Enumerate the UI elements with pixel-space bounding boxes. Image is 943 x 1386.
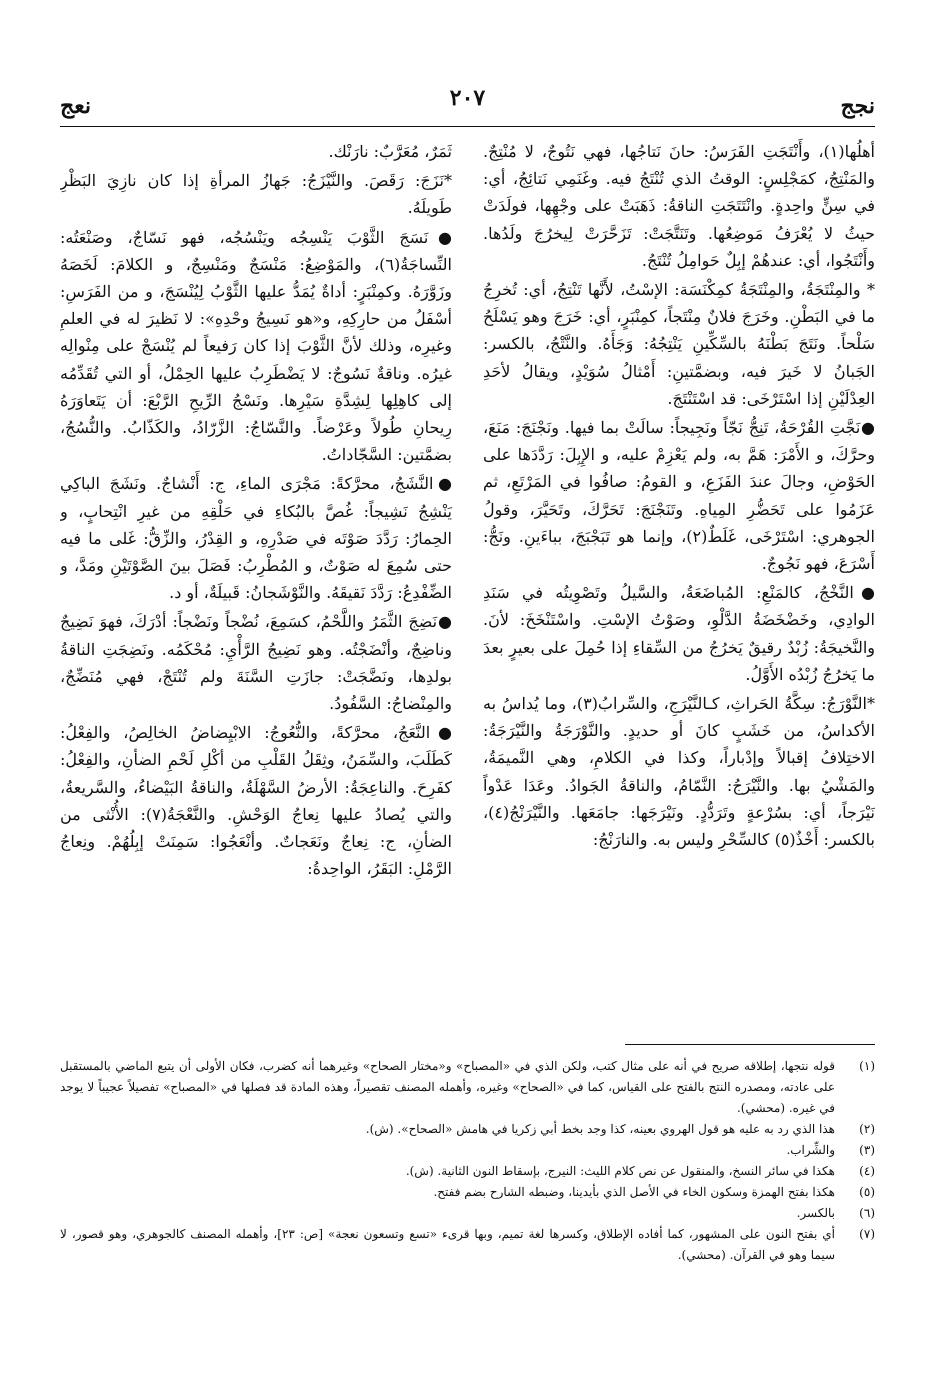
- entry-paragraph: ●النَّعَجُ، محرَّكةً، والنُّعُوجُ: الابْيِضاضُ الخالِصُ، والفِعْلُ: كَطَلَبَ، والسِّمَنُ، وثِقَلُ القَلْبِ من أكْلِ لَحْمِ الضأنِ، والفِعْلُ: كفَرِحَ. والناعِجَةُ: الأرضُ السَّهْلَةُ، والناقةُ البَيْضاءُ، والسَّريعةُ، والتي يُصادُ عليها نِعاجُ الوَحْشِ. والنَّعْجَةُ(٧): الأُنْثى من الضأنِ، ج: نِعاجٌ ونَعَجاتٌ. وأنْعَجُوا: سَمِنَتْ إبِلُهُمْ. ونِعاجُ الرَّمْلِ: البَقَرُ، الواحِدةُ:: [60, 723, 452, 879]
- entry-paragraph: ●نَسَجَ الثَّوْبَ يَنْسِجُه ويَنْسُجُه، فهو نَسّاجٌ، وصَنْعَتُه: النِّساجَةُ(٦)، والمَوْضِعُ: مَنْسَجٌ ومَنْسِجٌ، و الكلامَ: لَخَصَهُ وزَوَّرَهُ. وكمِنْبَرٍ: أداةٌ يُمَدُّ عليها الثَّوْبُ لِيُنْسَجَ، و من الفَرَسِ: أسْفَلُ من حارِكِهِ، و«هو نَسِيجُ وحْدِهِ»: لا نَظيرَ له في العلمِ وغيرِه، وذلك لأنَّ الثَّوْبَ إذا كان رَفيعاً لم يُنْسَجْ على مِنْوالِه غيرُه. وناقةٌ نَسُوجٌ: لا يَضْطَرِبُ عليها الحِمْلُ، أو التي تُقَدِّمُه إلى كاهِلِها لِشِدَّةِ سَيْرِها. ونَسْجُ الرِّيحِ الرَّبْعَ: أن يَتَعاوَرَهُ رِيحانِ طُولاً وعَرْضاً. والنَّسّاجُ: الزَّرّادُ، والكَذّابُ. والنُّسُجُ، بضمَّتين: السَّجّاداتُ.: [60, 227, 452, 465]
- footnote: [60, 1203, 875, 1224]
- entry-paragraph: ثَمَرٌ، مُعَرَّبٌ: نارَنْك.: [328, 142, 452, 161]
- footnote-number: (٦): [859, 1206, 875, 1220]
- entry-paragraph: ●نَجَّتِ القُرْحَةُ، تَنِجُّ نَجّاً ونَجِيجاً: سالَتْ بما فيها. ونَجْنَجَ: مَنَعَ، وحرَّكَ، و الأَمْرَ: هَمَّ به، ولم يَعْزِمْ عليه، و الإِبِلَ: رَدَّدَها على الحَوْضِ، وجالَ عندَ الفَزَعِ، و القومُ: صافُوا في المَرْتَعِ، ثم عَزَمُوا على تَحَضُّرِ المِياهِ. وتَنَجْنَجَ: تَحَرَّكَ، وتَحَيَّرَ، وقولُ الجوهري: اسْتَرْخَى، غَلَطٌ(٢)، وإنما هو تَبَجْبَجَ، بباءَينِ. ونَجُّ: أَسْرَعَ، فهو نَجُوجٌ.: [483, 418, 875, 574]
- footnote: [60, 1224, 875, 1266]
- entry-paragraph: ●النَّشَجُ، محرَّكةً: مَجْرَى الماءِ، ج: أَنْشاجٌ. ونَشَجَ الباكِي يَنْشِجُ نَشِيجاً: غُصَّ بالبُكاءِ في حَلْقِهِ من غيرِ انْتِحابٍ، و الحِمارُ: رَدَّدَ صَوْتَه في صَدْرِهِ، و القِدْرُ، والزِّقُّ: غَلى ما فيه حتى سُمِعَ له صَوْتٌ، و المُطْرِبُ: فَصَلَ بينَ الصَّوْتَيْنِ ومَدَّ، و الضِّفْدِعُ: رَدَّدَ نَقيقَهُ. والنَّوْشَجانُ: قَبيلَةٌ، أو د.: [60, 474, 452, 603]
- footnote-number: (٧): [859, 1227, 875, 1241]
- footnote-number: (٢): [859, 1122, 875, 1136]
- header-rule: [60, 126, 875, 127]
- footnote-number: (٥): [859, 1185, 875, 1199]
- footnote-rule: [625, 1044, 875, 1045]
- entry-paragraph: ●نَضِجَ الثَّمَرُ واللَّحْمُ، كسَمِعَ، نُضْجاً ونَضْجاً: أدْرَكَ، فهوَ نَضِيجٌ وناضِجٌ، وأنْضَجْتُه. وهو نَضِيجُ الرَّأْيِ: مُحْكَمُه. ونَضِجَتِ الناقةُ بولدِها، ونَضَّجَتْ: جازَتِ السَّنَةَ ولم تُنْتَجْ، فهي مُنَضِّجٌ، والمِنْضاجُ: السَّفُودُ.: [60, 612, 452, 714]
- footnote-text: أي بفتح النون على المشهور، كما أفاده الإطلاق، وكسرها لغة تميم، وبها قرىء «تسع وتسعون نعجة» [ص: ٢٣]، وأهمله المصنف كالجوهري، وهو قصور، لا سيما وهو في القرآن. (محشي).: [60, 1227, 835, 1262]
- entry-paragraph: أهلُها(١)، وأَنْتَجَتِ الفَرَسُ: حانَ نَتاجُها، فهي نَتُوجٌ، لا مُنْتِجٌ. والمَنْتِجُ، كمَجْلِسٍ: الوقتُ الذي تُنْتَجُ فيه. وغَنَمِي نَتائِجُ، أي: في سِنٍّ واحِدةٍ. وانْتَتَجَتِ الناقةُ: ذَهَبَتْ على وجْهِها، فولَدَتْ حيثُ لا يُعْرَفُ مَوضِعُها. وتَنَتَّجَتْ: تَزَحَّرَتْ لِيخرُجَ ولَدُها. وأَنْتَجُوا، أي: عندهُمْ إبِلٌ حَوامِلُ تُنْتَجُ.: [483, 142, 875, 270]
- header-keyword-right: نجج: [840, 93, 875, 119]
- entry-paragraph: *نَزَجَ: رَقَصَ. والنَّيْزَجُ: جَهازُ المرأةِ إذا كان نازِيَ البَظْرِ طَويلَهُ.: [60, 171, 452, 218]
- footnote: [60, 1056, 875, 1119]
- page-number: ٢٠٧: [449, 85, 486, 111]
- footnote-text: هكذا بفتح الهمزة وسكون الخاء في الأصل الذي بأيدينا، وضبطه الشارح بضم ففتح.: [433, 1185, 835, 1199]
- entry-paragraph: ●النَّخْجُ، كالمَنْعِ: المُباضَعَةُ، والسَّيلُ وتَصْوِيتُه في سَنَدِ الوادِي، وخَضْخَضَةُ الدَّلْوِ، وصَوْتُ الإسْتِ. واسْتَنْخَخَ: لأنَ. والنَّخيجَةُ: زُبْدٌ رقيقٌ يَخرُجُ من السِّقاءِ إذا حُمِلَ على بعيرٍ بعدَ ما يَخرُجُ زُبْدُه الأَوَّلُ.: [483, 583, 875, 684]
- footnote-number: (١): [859, 1059, 875, 1073]
- footnote: [60, 1119, 875, 1140]
- footnote: [60, 1161, 875, 1182]
- left-column: [60, 136, 452, 1016]
- footnote-text: هكذا في سائر النسخ، والمنقول عن نص كلام الليث: النيرج، بإسقاط النون الثانية. (ش).: [405, 1164, 835, 1178]
- entry-paragraph: *النَّوْرَجُ: سِكَّةُ الحَراثِ، كـالنَّيْرَجِ، والسِّرابُ(٣)، وما يُداسُ به الأكداسُ، من خَشَبٍ كانَ أو حديدٍ. والنَّوْرَجَةُ والنَّيْرَجَةُ: الاختِلافُ إقبالاً وإدْباراً، وكذا في الكلامِ، وهي النَّميمَةُ، والمَشْيُ بها. والنَّيْرَجُ: النَّمّامُ، والناقةُ الجَوادُ. وعَدَا عَدْواً نَيْرَجاً، أي: بسُرْعةٍ وتَرَدُّدٍ. ونَيْرَجَها: جامَعَها. والنَّيْرَنْجُ(٤)، بالكسر: أَخْذٌ(٥) كالسِّحْرِ وليس به. والنارَنْجُ:: [483, 694, 875, 850]
- footnote-text: بالكسر.: [796, 1206, 835, 1220]
- footnote-text: هذا الذي رد به عليه هو قول الهروي بعينه، كذا وجد بخط أبي زكريا في هامش «الصحاح». (ش).: [365, 1122, 835, 1136]
- footnote-text: والشِّراب.: [786, 1143, 835, 1157]
- footnote: [60, 1140, 875, 1161]
- header-keyword-left: نعج: [60, 93, 91, 119]
- page-header: [60, 85, 875, 125]
- footnote: [60, 1182, 875, 1203]
- footnotes: [60, 1056, 875, 1326]
- footnote-number: (٤): [859, 1164, 875, 1178]
- right-column: [483, 136, 875, 1016]
- entry-paragraph: * والمِنْتَجَةُ، والمِنْتَجَةُ كمِكْنَسَة: الإسْتُ، لأَنَّها تَنْتِجُ، أي: تُخرِجُ ما في البَطْنِ. وخَرَجَ فلانٌ مِنْتَجاً، كمِنْبَرٍ، أي: خَرَجَ وهو يَسْلَحُ سَلْحاً. ونَتَجَ بَطْنَهُ بالسِّكِّينِ يَنْتِجُهُ: وَجَأَهُ. والنَّتْجُ، بالكسر: الجَبانُ لا خَيرَ فيه، وبضمَّتينِ: أَمْثالُ سُوَيْدٍ، ويقالُ لأحَدِ العِدْلَيْنِ إذا اسْتَرْخَى: قد اسْتَنْتَجَ.: [483, 280, 875, 408]
- footnote-number: (٣): [859, 1143, 875, 1157]
- footnote-text: قوله نتجها، إطلاقه صريح في أنه على مثال كتب، ولكن الذي في «المصباح» و«مختار الصحاح» وغيرهما أنه كضرب، فكان الأولى أن يتبع الماضي بالمستقبل على عادته، ومصدره النتج بالفتح على القياس، كما في «الصحاح» وغيره، وأهمله المصنف تقصيراً، وهذه المادة قد فصلها في «المصباح» تفصيلاً عجيباً لا يوجد في غيره. (محشي).: [60, 1059, 835, 1115]
